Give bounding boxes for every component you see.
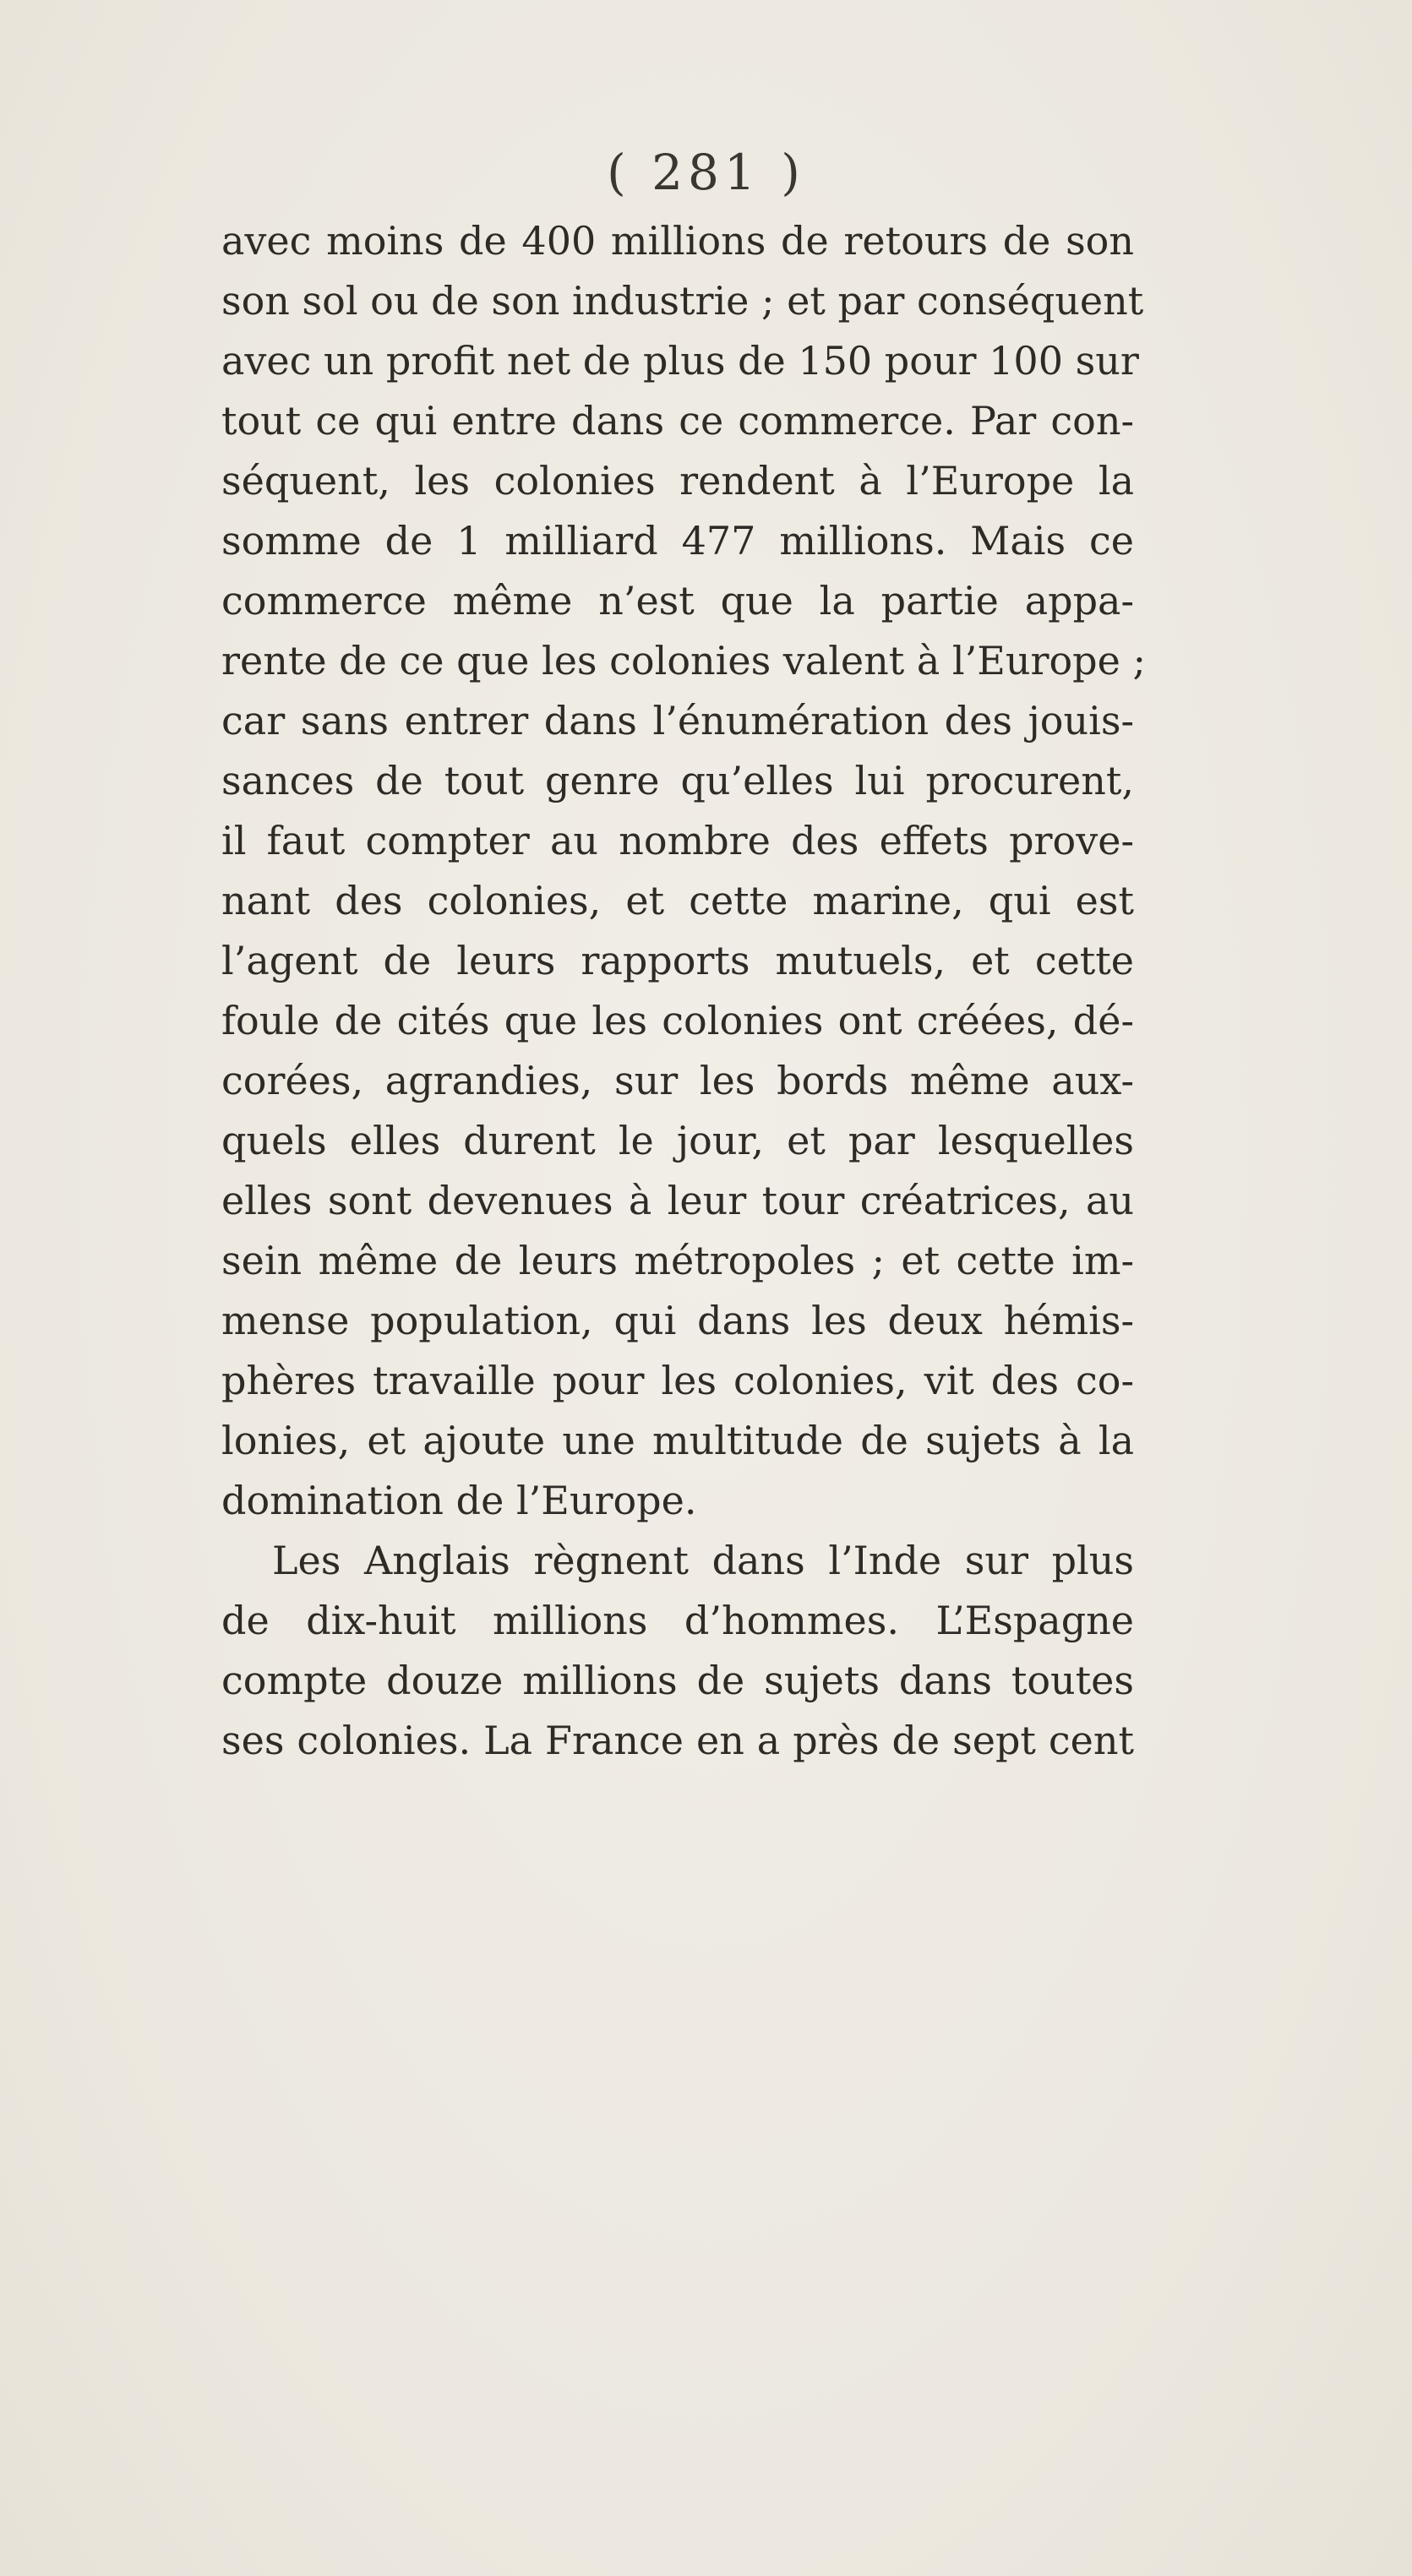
body-text	[221, 211, 1146, 1771]
text-line: de dix-huit millions d’hommes. L’Espagne	[221, 1598, 1134, 1643]
text-line: car sans entrer dans l’énumération des jouis-	[221, 698, 1134, 743]
text-line: avec un profit net de plus de 150 pour 100 sur	[221, 338, 1139, 384]
text-line: ses colonies. La France en a près de sept cent	[221, 1718, 1134, 1763]
text-line: rente de ce que les colonies valent à l’Europe ;	[221, 638, 1146, 683]
text-line: nant des colonies, et cette marine, qui est	[221, 878, 1134, 923]
text-line: l’agent de leurs rapports mutuels, et cette	[221, 938, 1134, 983]
text-line: corées, agrandies, sur les bords même aux-	[221, 1058, 1134, 1103]
text-line: mense population, qui dans les deux hémis-	[221, 1298, 1134, 1343]
text-line: sances de tout genre qu’elles lui procurent,	[221, 758, 1134, 803]
text-line: sein même de leurs métropoles ; et cette im-	[221, 1238, 1134, 1283]
page-number: ( 281 )	[607, 144, 805, 201]
text-line: commerce même n’est que la partie appa-	[221, 578, 1134, 624]
text-line: Les Anglais règnent dans l’Inde sur plus	[272, 1538, 1134, 1583]
text-line: il faut compter au nombre des effets prove-	[221, 818, 1134, 863]
text-line: domination de l’Europe.	[221, 1478, 697, 1523]
text-line: avec moins de 400 millions de retours de son	[221, 218, 1134, 264]
text-line: foule de cités que les colonies ont créées, dé-	[221, 998, 1134, 1043]
text-line: séquent, les colonies rendent à l’Europe la	[221, 458, 1134, 504]
text-line: lonies, et ajoute une multitude de sujets à la	[221, 1418, 1134, 1463]
text-line: compte douze millions de sujets dans toutes	[221, 1658, 1134, 1703]
text-line: son sol ou de son industrie ; et par conséquent	[221, 278, 1144, 324]
text-line: tout ce qui entre dans ce commerce. Par con-	[221, 398, 1134, 444]
text-line: quels elles durent le jour, et par lesquelles	[221, 1118, 1134, 1163]
text-line: elles sont devenues à leur tour créatrices, au	[221, 1178, 1134, 1223]
text-line: somme de 1 milliard 477 millions. Mais ce	[221, 518, 1134, 564]
text-line: phères travaille pour les colonies, vit des co-	[221, 1358, 1134, 1403]
